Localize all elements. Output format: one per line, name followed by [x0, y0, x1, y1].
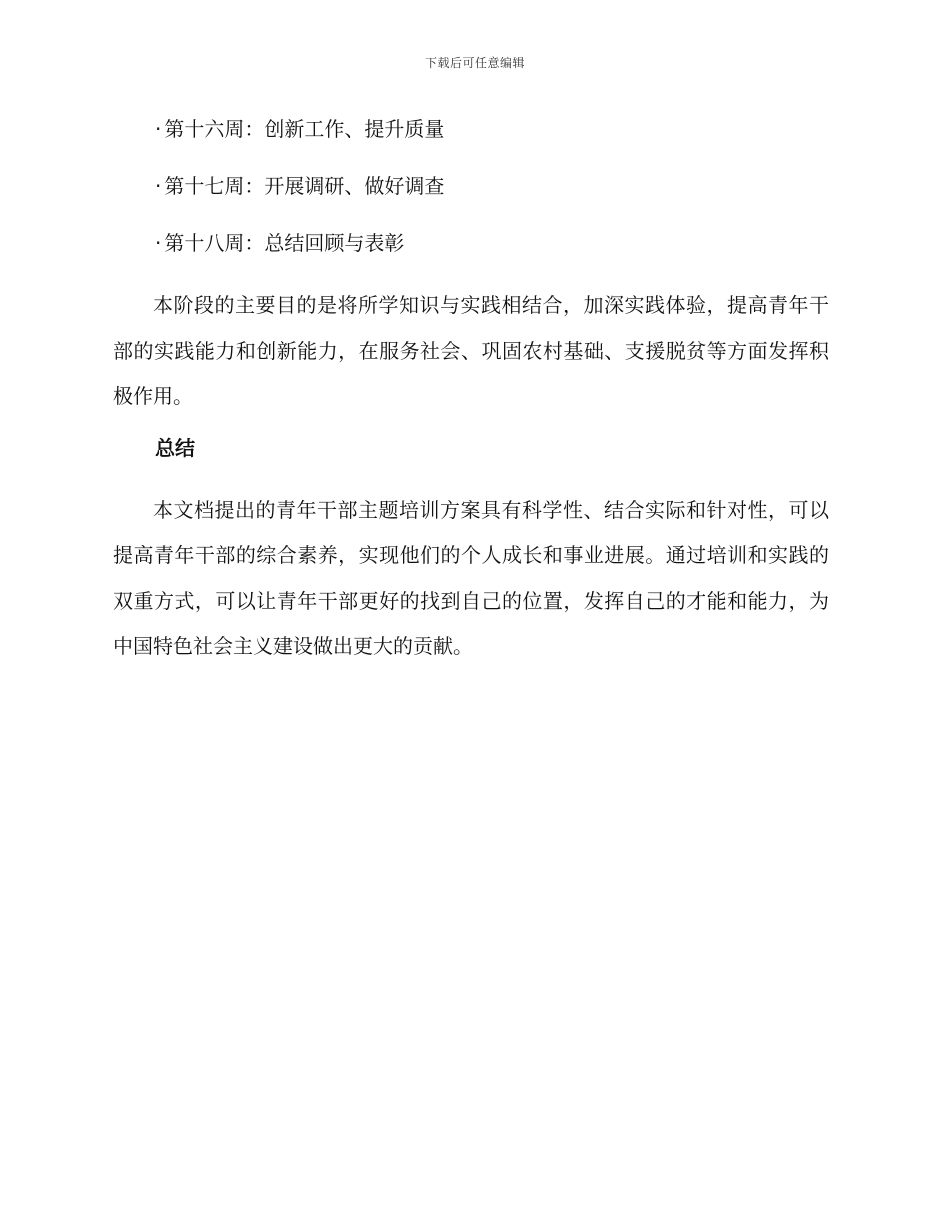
- list-item-text: 第十八周：总结回顾与表彰: [164, 231, 405, 255]
- list-item-text: 第十六周：创新工作、提升质量: [164, 117, 445, 141]
- list-item-week-17: [113, 169, 829, 203]
- bullet-dot: ·: [155, 174, 162, 198]
- bullet-dot: ·: [155, 231, 162, 255]
- summary-heading: 总结: [155, 435, 195, 460]
- bullet-dot: ·: [155, 117, 162, 141]
- document-body: [113, 112, 829, 681]
- summary-paragraph: 本文档提出的青年干部主题培训方案具有科学性、结合实际和针对性，可以提高青年干部的综合素养，实现他们的个人成长和事业进展。通过培训和实践的双重方式，可以让青年干部更好的找到自己的位置，发挥自己的才能和能力，为中国特色社会主义建设做出更大的贡献。: [113, 497, 829, 658]
- list-item-text: 第十七周：开展调研、做好调查: [164, 174, 445, 198]
- list-item-week-16: [113, 112, 829, 146]
- list-item-week-18: [113, 226, 829, 260]
- stage-purpose-paragraph: 本阶段的主要目的是将所学知识与实践相结合，加深实践体验，提高青年干部的实践能力和创新能力，在服务社会、巩固农村基础、支援脱贫等方面发挥积极作用。: [113, 293, 829, 408]
- page-header-note: 下载后可任意编辑: [424, 56, 525, 70]
